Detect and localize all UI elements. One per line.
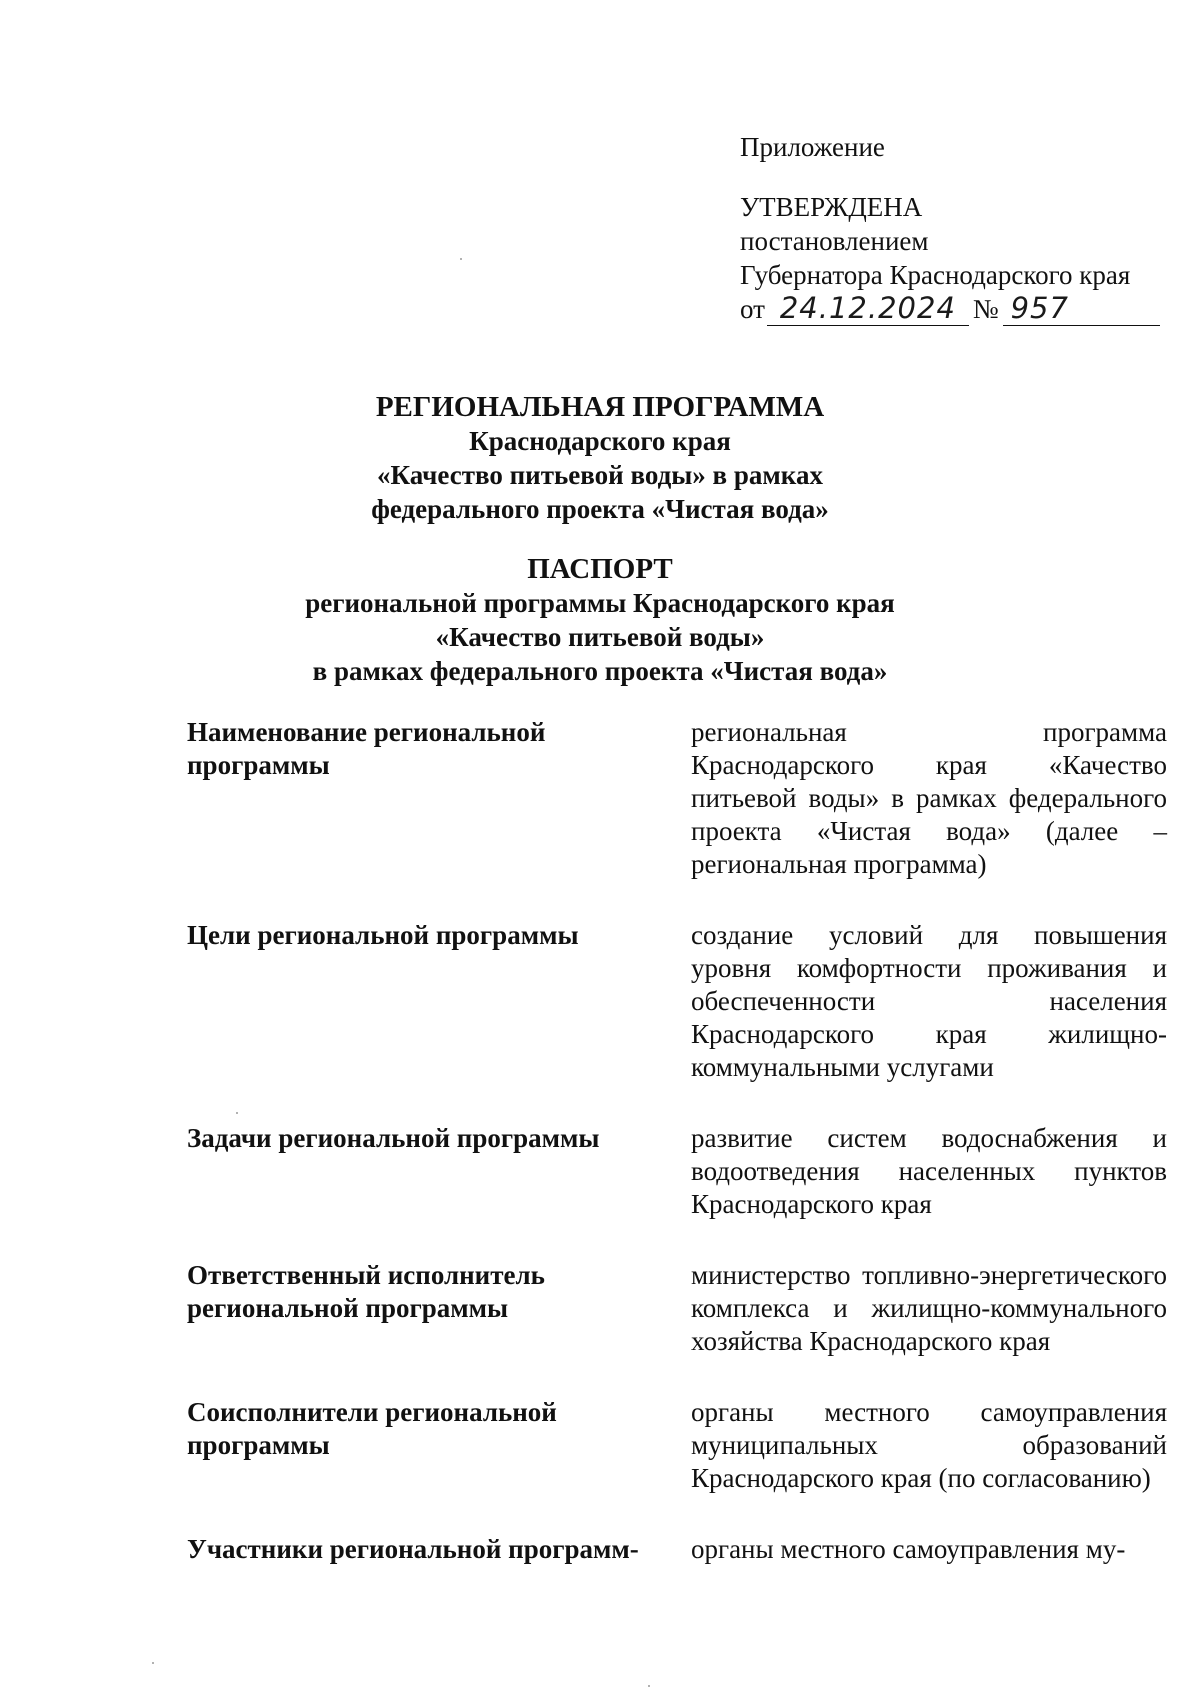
passport-row-tasks	[187, 1122, 1167, 1221]
passport-row-label: Ответственный исполнитель региональной программы	[187, 1260, 545, 1323]
approval-block	[740, 130, 1160, 326]
approved-label: УТВЕРЖДЕНА	[740, 192, 923, 222]
passport-row-participants	[187, 1533, 1167, 1566]
number-sign: №	[972, 294, 999, 324]
appendix-label: Приложение	[740, 132, 885, 162]
passport-row-value: региональная программа Краснодарского края «Качество питьевой воды» в рамках федерального проекта «Чистая вода» (далее – региональная программа)	[691, 717, 1167, 879]
passport-row-label: Соисполнители региональной программы	[187, 1397, 557, 1460]
passport-row-value: органы местного самоуправления му-	[691, 1534, 1126, 1564]
passport-row-label: Наименование региональной программы	[187, 717, 546, 780]
date-number-line	[740, 292, 1160, 326]
scan-speck	[236, 1112, 238, 1114]
passport-row-label: Цели региональной программы	[187, 920, 579, 950]
program-title-line-2: Краснодарского края	[469, 426, 731, 456]
passport-title	[0, 552, 1200, 688]
scan-speck	[648, 1685, 650, 1687]
handwritten-date: 24.12.2024	[767, 293, 969, 326]
passport-title-line-2: региональной программы Краснодарского края	[305, 588, 895, 618]
approved-by-line-2: Губернатора Краснодарского края	[740, 260, 1131, 290]
program-title-line-1: РЕГИОНАЛЬНАЯ ПРОГРАММА	[375, 391, 825, 423]
passport-row-value: органы местного самоуправления муниципальных образований Краснодарского края (по согласованию)	[691, 1397, 1167, 1493]
program-title-line-4: федерального проекта «Чистая вода»	[371, 494, 829, 524]
passport-row-name	[187, 716, 1167, 881]
passport-row-value: развитие систем водоснабжения и водоотведения населенных пунктов Краснодарского края	[691, 1123, 1167, 1219]
passport-row-coexecutors	[187, 1396, 1167, 1495]
passport-title-line-4: в рамках федерального проекта «Чистая вода»	[312, 656, 888, 686]
passport-title-line-3: «Качество питьевой воды»	[435, 622, 765, 652]
approved-by-line-1: постановлением	[740, 226, 929, 256]
program-title-line-3: «Качество питьевой воды» в рамках	[377, 460, 823, 490]
passport-row-goals	[187, 919, 1167, 1084]
passport-row-responsible	[187, 1259, 1167, 1358]
date-prefix: от	[740, 294, 765, 324]
scan-speck	[152, 1662, 154, 1664]
passport-row-value: министерство топливно-энергетического комплекса и жилищно-коммунального хозяйства Краснодарского края	[691, 1260, 1167, 1356]
passport-table	[187, 716, 1167, 1604]
program-title	[0, 390, 1200, 526]
scan-speck	[460, 258, 462, 260]
passport-row-label: Задачи региональной программы	[187, 1123, 600, 1153]
passport-title-line-1: ПАСПОРТ	[527, 553, 673, 585]
handwritten-number: 957	[1003, 293, 1160, 326]
passport-row-value: создание условий для повышения уровня комфортности проживания и обеспеченности населения Краснодарского края жилищно-коммунальными услугами	[691, 920, 1167, 1082]
passport-row-label: Участники региональной программ-	[187, 1534, 639, 1564]
